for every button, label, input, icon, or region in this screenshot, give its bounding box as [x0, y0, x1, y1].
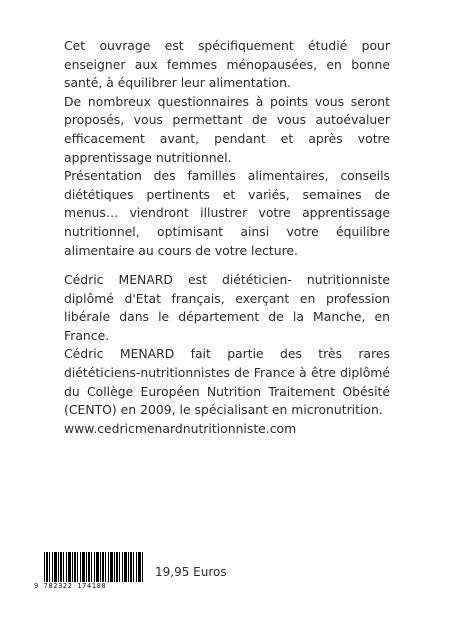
price-label: 19,95 Euros [155, 565, 227, 579]
book-description [64, 37, 390, 260]
author-paragraph: Cédric MENARD fait partie des très rares diététiciens-nutritionnistes de France à être diplômé du Collège Européen Nutrition Traitement Obésité (CENTO) en 2009, le spécialisant en micronutrition. [64, 346, 390, 418]
barcode-icon [44, 552, 144, 582]
author-website: www.cedricmenardnutritionniste.com [64, 420, 297, 436]
isbn-barcode [34, 552, 146, 592]
description-paragraph: Cet ouvrage est spécifiquement étudié pour enseigner aux femmes ménopausées, en bonne santé, à équilibrer leur alimentation. [64, 38, 390, 91]
isbn-number: 9 782322 174188 [34, 582, 107, 590]
author-paragraph: Cédric MENARD est diététicien- nutritionniste diplômé d'Etat français, exerçant en profession libérale dans le département de la Manche, en France. [64, 272, 390, 343]
author-bio [64, 271, 390, 438]
description-paragraph: Présentation des familles alimentaires, conseils diététiques pertinents et variés, semaines de menus… viendront illustrer votre apprentissage nutritionnel, optimisant ainsi votre équilibre alimentaire au cours de votre lecture. [64, 168, 390, 258]
description-paragraph: De nombreux questionnaires à points vous seront proposés, vous permettant de vous autoévaluer efficacement avant, pendant et après votre apprentissage nutritionnel. [64, 93, 390, 165]
